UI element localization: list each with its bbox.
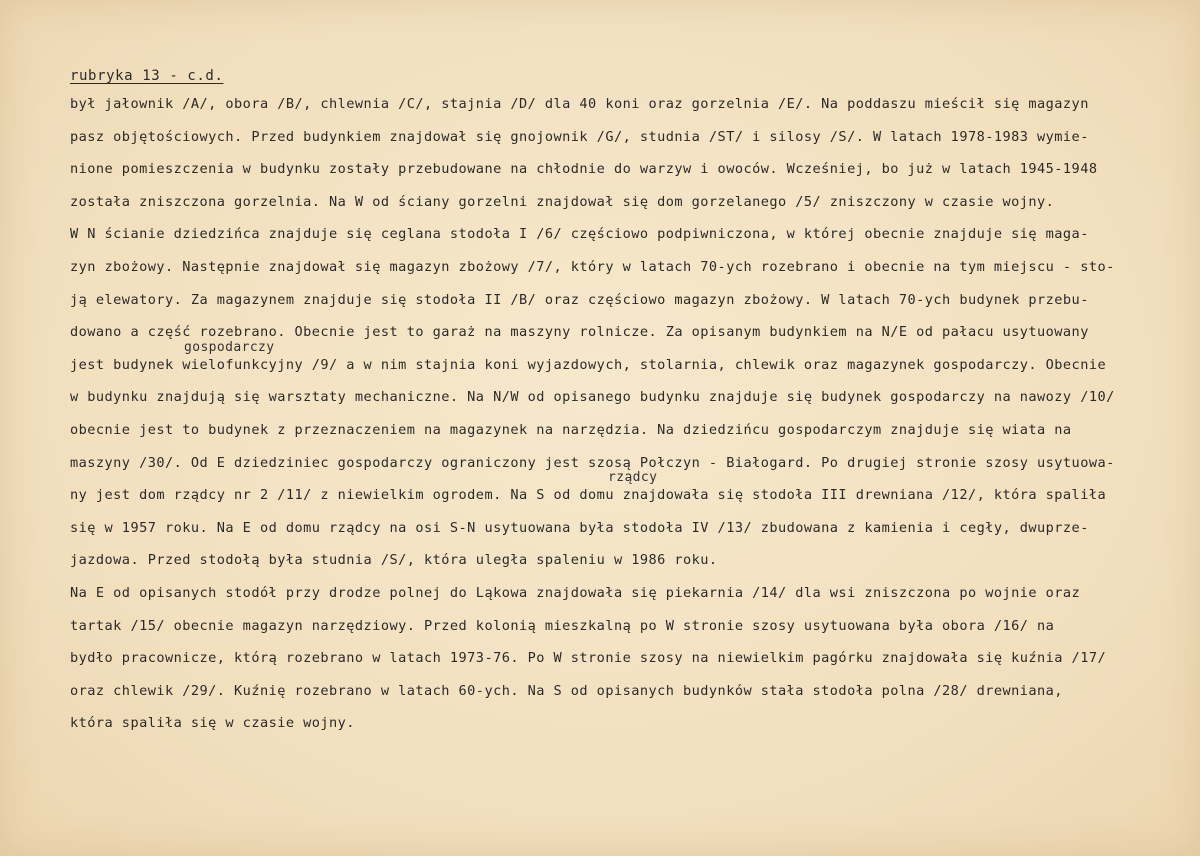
text-line: w budynku znajdują się warsztaty mechaniczne. Na N/W od opisanego budynku znajduje się budynek gospodarczy na nawozy /10/ <box>70 389 1115 406</box>
text-line-with-insertion <box>70 339 1145 388</box>
typed-text-body <box>70 94 1145 746</box>
handwritten-insertion-rzadcy: rządcy <box>608 470 658 486</box>
text-line: Na E od opisanych stodół przy drodze polnej do Ląkowa znajdowała się piekarnia /14/ dla wsi zniszczona po wojnie oraz <box>70 584 1081 601</box>
text-line: oraz chlewik /29/. Kuźnię rozebrano w latach 60-ych. Na S od opisanych budynków stała stodoła polna /28/ drewniana, <box>70 682 1063 699</box>
text-line: nione pomieszczenia w budynku zostały przebudowane na chłodnie do warzyw i owoców. Wcześniej, bo już w latach 1945-1948 <box>70 161 1098 178</box>
text-line: bydło pracownicze, którą rozebrano w latach 1973-76. Po W stronie szosy na niewielkim pagórku znajdowała się kuźnia /17/ <box>70 650 1107 667</box>
text-line: W N ścianie dziedzińca znajduje się ceglana stodoła I /6/ częściowo podpiwniczona, w której obecnie znajduje się maga- <box>70 226 1089 243</box>
text-line: się w 1957 roku. Na E od domu rządcy na osi S-N usytuowana była stodoła IV /13/ zbudowana z kamienia i cegły, dwuprze- <box>70 519 1089 536</box>
text-line: maszyny /30/. Od E dziedziniec gospodarczy ograniczony jest szosą Połczyn - Białogard. Po drugiej stronie szosy usytuowa- <box>70 454 1115 471</box>
text-line: ją elewatory. Za magazynem znajduje się stodoła II /B/ oraz częściowo magazyn zbożowy. W latach 70-ych budynek przebu- <box>70 291 1089 308</box>
text-line: zyn zbożowy. Następnie znajdował się magazyn zbożowy /7/, który w latach 70-ych rozebrano i obecnie na tym miejscu - sto- <box>70 258 1115 275</box>
text-line: dowano a część rozebrano. Obecnie jest to garaż na maszyny rolnicze. Za opisanym budynkiem na N/E od pałacu usytuowany <box>70 324 1089 341</box>
text-line: jazdowa. Przed stodołą była studnia /S/, która uległa spaleniu w 1986 roku. <box>70 552 718 569</box>
text-line-with-insertion <box>70 470 1145 518</box>
text-line-content: ny jest dom rządcy nr 2 /11/ z niewielkim ogrodem. Na S od domu znajdowała się stodoła III drewniana /12/, która spaliła <box>70 487 1107 504</box>
text-line: pasz objętościowych. Przed budynkiem znajdował się gnojownik /G/, studnia /ST/ i silosy /S/. W latach 1978-1983 wymie- <box>70 128 1089 145</box>
text-line: tartak /15/ obecnie magazyn narzędziowy. Przed kolonią mieszkalną po W stronie szosy usytuowana była obora /16/ na <box>70 617 1055 634</box>
text-line-content: jest budynek wielofunkcyjny /9/ a w nim stajnia koni wyjazdowych, stolarnia, chlewik oraz magazynek gospodarczy. Obecnie <box>70 356 1107 373</box>
text-line: obecnie jest to budynek z przeznaczeniem na magazynek na narzędzia. Na dziedzińcu gospodarczym znajduje się wiata na <box>70 421 1072 438</box>
text-line: została zniszczona gorzelnia. Na W od ściany gorzelni znajdował się dom gorzelanego /5/ zniszczony w czasie wojny. <box>70 193 1055 210</box>
text-line: był jałownik /A/, obora /B/, chlewnia /C/, stajnia /D/ dla 40 koni oraz gorzelnia /E/. Na poddaszu mieścił się magazyn <box>70 96 1089 112</box>
text-line: która spaliła się w czasie wojny. <box>70 715 355 732</box>
handwritten-insertion-gospodarczy: gospodarczy <box>184 339 275 355</box>
section-heading: rubryka 13 - c.d. <box>70 68 224 84</box>
